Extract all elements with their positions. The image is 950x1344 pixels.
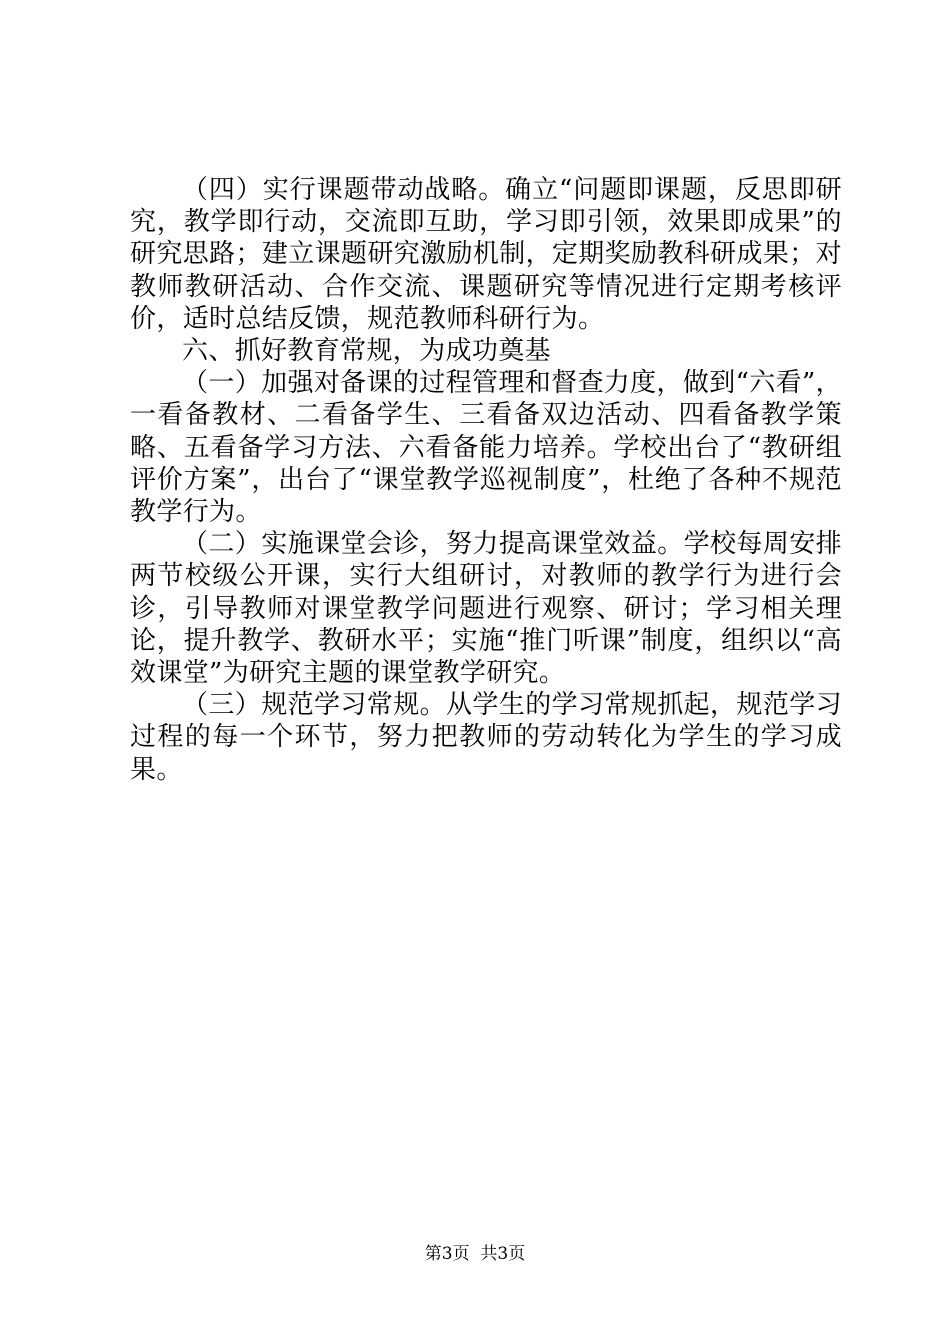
paragraph-research-strategy: （四）实行课题带动战略。确立“问题即课题，反思即研究，教学即行动，交流即互助，学习即引领，效果即成果”的研究思路；建立课题研究激励机制，定期奖励教科研成果；对教师教研活动、合作交流、课题研究等情况进行定期考核评价，适时总结反馈，规范教师科研行为。 (130, 175, 842, 334)
paragraph-lesson-prep: （一）加强对备课的过程管理和督查力度，做到“六看”，一看备教材、二看备学生、三看备双边活动、四看备教学策略、五看备学习方法、六看备能力培养。学校出台了“教研组评价方案”，出台了“课堂教学巡视制度”，杜绝了各种不规范教学行为。 (130, 368, 842, 528)
page-number-label: 第3页 共3页 (424, 1244, 526, 1264)
section-heading-six: 六、抓好教育常规，为成功奠基 (182, 336, 551, 367)
page-footer (0, 1244, 950, 1264)
paragraph-classroom-diagnosis: （二）实施课堂会诊，努力提高课堂效益。学校每周安排两节校级公开课，实行大组研讨，对教师的教学行为进行会诊，引导教师对课堂教学问题进行观察、研讨；学习相关理论，提升教学、教研水平；实施“推门听课”制度，组织以“高效课堂”为研究主题的课堂教学研究。 (130, 529, 842, 689)
paragraph-learning-routine: （三）规范学习常规。从学生的学习常规抓起，规范学习过程的每一个环节，努力把教师的劳动转化为学生的学习成果。 (130, 690, 842, 785)
document-body (130, 174, 842, 786)
